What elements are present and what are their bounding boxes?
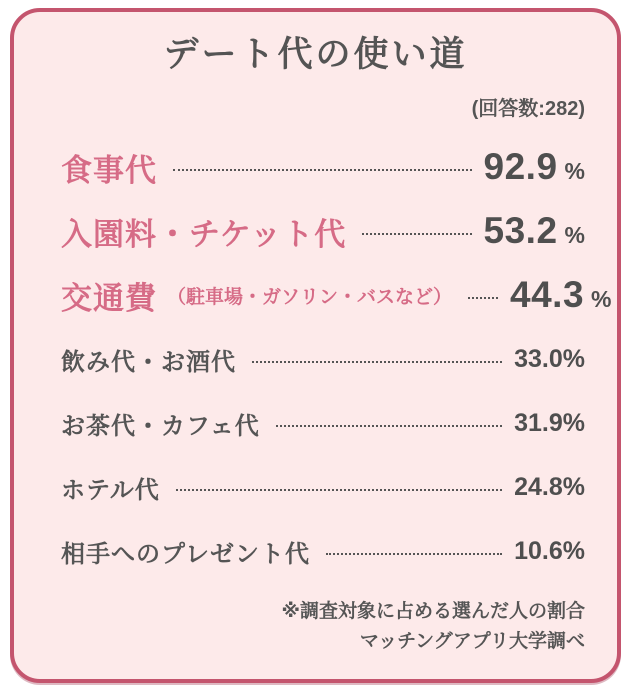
row-label: 交通費 — [61, 280, 157, 316]
row-label: 相手へのプレゼント代 — [61, 540, 311, 568]
result-row-transport — [61, 263, 612, 327]
dotted-leader-line — [276, 425, 502, 427]
survey-card — [10, 8, 621, 683]
result-row-present — [61, 519, 585, 583]
row-value: 10.6 — [514, 536, 563, 565]
row-label: 食事代 — [61, 152, 157, 188]
row-label: 飲み代・お酒代 — [61, 348, 236, 376]
row-label: 入園料・チケット代 — [61, 216, 347, 252]
dotted-leader-line — [252, 361, 502, 363]
respondent-count: (回答数:282) — [471, 98, 585, 120]
result-list — [44, 135, 612, 583]
result-row-cafe — [61, 391, 585, 455]
dotted-leader-line — [468, 297, 498, 299]
row-value: 44.3 — [510, 274, 585, 315]
percent-unit: % — [564, 222, 585, 248]
result-row-drinks — [61, 327, 585, 391]
page-title: デート代の使い道 — [163, 35, 468, 74]
row-label: お茶代・カフェ代 — [61, 412, 260, 440]
result-row-tickets — [61, 199, 585, 263]
row-value: 33.0 — [514, 344, 563, 373]
row-value-group — [514, 345, 585, 374]
row-value-group — [514, 473, 585, 502]
dotted-leader-line — [362, 233, 471, 235]
footnote — [44, 597, 587, 658]
percent-unit: % — [562, 408, 585, 437]
dotted-leader-line — [173, 169, 472, 171]
row-value-group — [510, 274, 611, 316]
dotted-leader-line — [326, 553, 502, 555]
percent-unit: % — [564, 158, 585, 184]
row-value-group — [484, 146, 585, 188]
percent-unit: % — [562, 472, 585, 501]
row-value: 92.9 — [483, 146, 558, 187]
row-value-group — [514, 537, 585, 566]
percent-unit: % — [562, 344, 585, 373]
footnote-line-1: ※調査対象に占める選んだ人の割合 — [281, 601, 585, 622]
row-value: 53.2 — [483, 210, 558, 251]
result-row-meals — [61, 135, 585, 199]
row-value-group — [514, 409, 585, 438]
row-label: ホテル代 — [61, 476, 160, 504]
row-value: 24.8 — [514, 472, 563, 501]
dotted-leader-line — [176, 489, 502, 491]
row-value-group — [484, 210, 585, 252]
row-note: （駐車場・ガソリン・バスなど） — [167, 286, 453, 308]
footnote-line-2: マッチングアプリ大学調べ — [359, 631, 585, 653]
percent-unit: % — [591, 286, 612, 312]
result-row-hotel — [61, 455, 585, 519]
percent-unit: % — [562, 536, 585, 565]
row-value: 31.9 — [514, 408, 563, 437]
